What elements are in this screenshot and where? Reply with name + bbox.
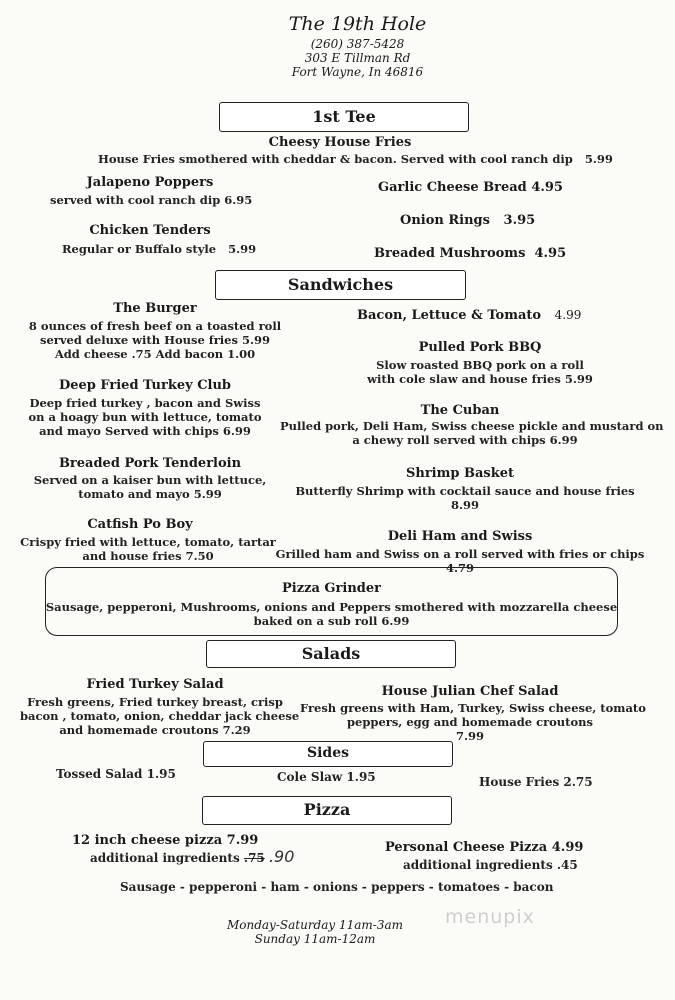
chicken-tenders-name: Chicken Tenders <box>89 223 211 238</box>
onion-rings-item: Onion Rings 3.95 <box>400 213 536 228</box>
chef-salad-desc: Fresh greens with Ham, Turkey, Swiss cheese, tomato peppers, egg and homemade croutons 7.99 <box>300 701 646 743</box>
turkey-club-name: Deep Fried Turkey Club <box>58 378 232 393</box>
tossed-salad-item: Tossed Salad 1.95 <box>56 767 176 781</box>
city-address: Fort Wayne, In 46816 <box>291 65 424 79</box>
hours-sunday: Sunday 11am-12am <box>254 932 376 946</box>
cole-slaw-item: Cole Slaw 1.95 <box>277 770 376 784</box>
catfish-po-boy-desc: Crispy fried with lettuce, tomato, tartar and house fries 7.50 <box>20 535 276 563</box>
burger-desc: 8 ounces of fresh beef on a toasted roll served deluxe with House fries 5.99 Add cheese .75 Add bacon 1.00 <box>28 319 282 361</box>
shrimp-basket-name: Shrimp Basket <box>405 466 514 481</box>
phone-number: (260) 387-5428 <box>310 37 405 51</box>
cheesy-fries-name: Cheesy House Fries <box>268 135 412 150</box>
house-fries-item: House Fries 2.75 <box>479 775 593 789</box>
fried-turkey-salad-name: Fried Turkey Salad <box>86 677 224 692</box>
fried-turkey-salad-desc: Fresh greens, Fried turkey breast, crisp bacon , tomato, onion, cheddar jack cheese and homemade croutons 7.29 <box>20 695 300 737</box>
deli-ham-swiss-name: Deli Ham and Swiss <box>387 529 533 544</box>
section-salads: Salads <box>206 640 456 668</box>
pizza-grinder-name: Pizza Grinder <box>282 581 381 596</box>
blt-item: Bacon, Lettuce & Tomato 4.99 <box>357 308 582 323</box>
section-sandwiches: Sandwiches <box>215 270 466 300</box>
garlic-bread-item: Garlic Cheese Bread 4.95 <box>378 180 563 195</box>
chef-salad-name: House Julian Chef Salad <box>381 684 559 699</box>
personal-pizza-name: Personal Cheese Pizza 4.99 <box>385 840 584 855</box>
cheese-pizza-12-addl: additional ingredients .75 .90 <box>90 847 295 866</box>
pork-tenderloin-desc: Served on a kaiser bun with lettuce, tomato and mayo 5.99 <box>33 473 267 501</box>
menupix-watermark: menupix <box>445 906 535 928</box>
deli-ham-swiss-desc: Grilled ham and Swiss on a roll served with fries or chips 4.79 <box>275 547 645 575</box>
section-pizza: Pizza <box>202 796 452 825</box>
cheesy-fries-desc: House Fries smothered with cheddar & bacon. Served with cool ranch dip 5.99 <box>98 152 613 166</box>
section-sides: Sides <box>203 741 453 767</box>
pizza-toppings-list: Sausage - pepperoni - ham - onions - peppers - tomatoes - bacon <box>120 880 554 894</box>
street-address: 303 E Tillman Rd <box>304 51 411 65</box>
pulled-pork-bbq-desc: Slow roasted BBQ pork on a roll with cole slaw and house fries 5.99 <box>367 358 593 386</box>
breaded-mushrooms-item: Breaded Mushrooms 4.95 <box>374 246 567 261</box>
hours-weekday: Monday-Saturday 11am-3am <box>226 918 404 932</box>
chicken-tenders-desc: Regular or Buffalo style 5.99 <box>62 242 257 256</box>
turkey-club-desc: Deep fried turkey , bacon and Swiss on a hoagy bun with lettuce, tomato and mayo Served with chips 6.99 <box>28 396 262 438</box>
catfish-po-boy-name: Catfish Po Boy <box>87 517 193 532</box>
pork-tenderloin-name: Breaded Pork Tenderloin <box>58 456 242 471</box>
cheese-pizza-12-name: 12 inch cheese pizza 7.99 <box>72 833 259 848</box>
shrimp-basket-desc: Butterfly Shrimp with cocktail sauce and house fries 8.99 <box>295 484 635 512</box>
cuban-name: The Cuban <box>420 403 500 418</box>
pizza-grinder-desc: Sausage, pepperoni, Mushrooms, onions and Peppers smothered with mozzarella cheese baked on a sub roll 6.99 <box>45 600 618 628</box>
burger-name: The Burger <box>113 301 197 316</box>
pulled-pork-bbq-name: Pulled Pork BBQ <box>418 340 542 355</box>
jalapeno-poppers-name: Jalapeno Poppers <box>86 175 214 190</box>
jalapeno-poppers-desc: served with cool ranch dip 6.95 <box>50 193 253 207</box>
cuban-desc: Pulled pork, Deli Ham, Swiss cheese pickle and mustard on a chewy roll served with chips 6.99 <box>280 419 664 447</box>
section-1st-tee: 1st Tee <box>219 102 469 132</box>
personal-pizza-addl: additional ingredients .45 <box>403 858 578 872</box>
restaurant-title: The 19th Hole <box>288 13 427 35</box>
